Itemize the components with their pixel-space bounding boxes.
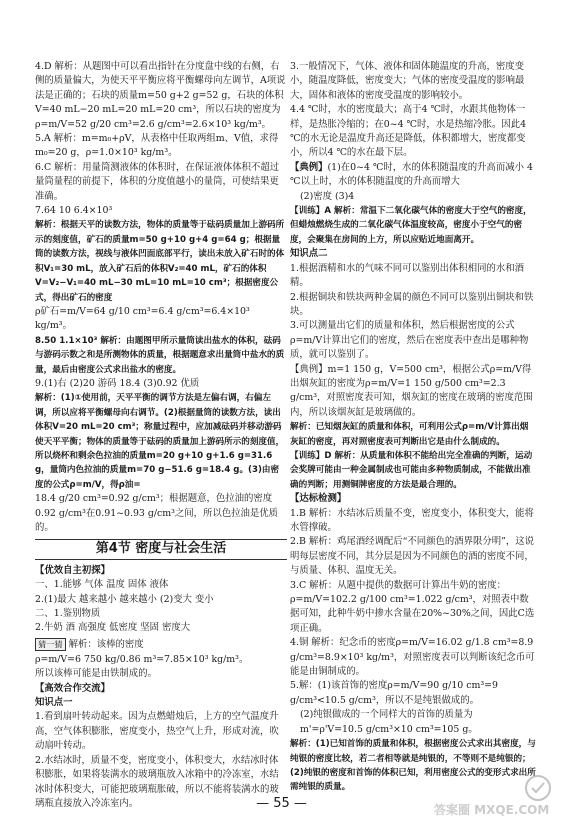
kp1-item-4: 4.4 ℃时，水的密度最大；高于4 ℃时，水跟其他物体一样，是热胀冷缩的；在0~4 ℃时，水是热缩冷胀。因此4 ℃的水无论是温度升高还是降低，体积都增大，密度都变小，所以4 ℃的水在最下层。 — [290, 104, 527, 159]
check-2: 2.B 解析：鸡尾酒经调配后“不同颜色的酒界限分明”，这说明每层密度不同，其分层是因为不同颜色的酒的密度不同，与质量、体积、温度无关。 — [290, 536, 535, 577]
answer-9: 9.(1)右 (2)20 游码 18.4 (3)0.92 优质 — [35, 377, 200, 389]
knowledge-point-1: 知识点一 — [35, 697, 73, 709]
example-1 — [290, 161, 536, 190]
left-column — [35, 60, 287, 811]
answer-7: 7.64 10 6.4×10³ — [35, 205, 113, 217]
kp1-item-1: 1.看到扇叶转动起来。因为点燃蜡烛后，上方的空气温度升高，空气体积膨胀，密度变小，热空气上升，形成对流，吹动扇叶转动。 — [35, 711, 279, 752]
check-1: 1.B 解析：水结冰后质量不变，密度变小，体积变大，能将水管撑破。 — [290, 507, 534, 533]
example-1-part2: (2)密度 (3)4 — [300, 190, 355, 202]
answer-7-equation: ρ矿石=m/V=64 g/10 cm³=6.4 g/cm³=6.4×10³ kg/m³。 — [35, 305, 250, 332]
right-column — [290, 60, 536, 795]
answer-8: 8.50 1.1×10³ 解析：由题图甲所示量筒读出盐水的体积，砝码与游码示数之和是所测物体的质量，根据题意求出量筒中盐水的质量，最后由密度公式求出盐水的密度。 — [35, 335, 285, 375]
kp2-item-1: 1.根据酒精和水的气味不同可以鉴别出体积相同的水和酒精。 — [290, 262, 524, 289]
answer-4-equation: ρ=m/V=52 g/20 cm³=2.6 g/cm³=2.6×10³ kg/m³。 — [35, 118, 271, 130]
training-1 — [290, 204, 536, 247]
training-text: A 解析：常温下二氧化碳气体的密度大于空气的密度，但蜡烛燃烧生成的二氧化碳气体温度较高，密度小于空气的密度，会聚集在房间的上方，所以应贴近地面离开。 — [290, 206, 532, 245]
section-title: 第4节 密度与社会生活 — [35, 539, 287, 559]
guess-label: 猜一猜 — [35, 638, 66, 651]
check-heading: 【达标检测】 — [290, 493, 347, 505]
kp2-item-3: 3.可以测量出它们的质量和体积，然后根据密度的公式ρ=m/V计算出它们的密度，然后在密度表中查出是哪种物质，就可以鉴别了。 — [290, 320, 529, 361]
watermark-logo — [430, 770, 560, 820]
self-study-2: 2.(1)最大 越来越小 越来越小 (2)变大 变小 — [35, 593, 214, 605]
knowledge-point-2: 知识点二 — [290, 248, 328, 260]
guess-text: 解析：该棒的密度 — [68, 638, 144, 650]
self-study-4: 2.牛奶 酒 高强度 低密度 坚固 密度大 — [35, 622, 191, 634]
check-3: 3.C 解析：从题中提供的数据可计算出牛奶的密度：ρ=m/V=102.2 g/100 cm³=1.022 g/cm³，对照表中数据可知，此种牛奶中掺水含量在20%~30%之间，因此C选项正确。 — [290, 579, 535, 634]
example-2-analysis: 解析：已知烟灰缸的质量和体积，可利用公式ρ=m/V计算出烟灰缸的密度，再对照密度表可判断出它是由什么制成的。 — [290, 422, 529, 447]
self-study-heading: 【优效自主初探】 — [35, 564, 111, 576]
training-label: 【训练】 — [290, 206, 325, 217]
guess-equation: ρ=m/V=6 750 kg/0.86 m³=7.85×10³ kg/m³。 — [35, 653, 249, 665]
answer-5: 5.A 解析：m=m₀+ρV，从表格中任取两组m、V值，求得m₀=20 g，ρ=1.0×10³ kg/m³。 — [35, 133, 279, 159]
answer-6: 6.C 解析：用量筒测液体的体积时，在保证液体体积不超过量筒量程的前提下，体积的分度值越小的量筒，可使结果更准确。 — [35, 161, 280, 202]
self-study-1: 一、1.能够 气体 温度 固体 液体 — [35, 579, 169, 591]
answer-4: 4.D 解析：从题图中可以看出指针在分度盘中线的右侧，右侧的质量偏大，为使天平平衡应将平衡螺母向左调节，A项说法是正确的；石块的质量m=50 g+2 g=52 g，石块的体积V=40 mL−20 mL=20 mL=20 cm³，所以石块的密度为 — [35, 61, 286, 116]
watermark-text: 答案圈 MXQE.COM — [434, 803, 550, 817]
cooperation-heading: 【高效合作交流】 — [35, 682, 111, 694]
check-5-part2: (2)纯银做成的一个同样大的首饰的质量为 m'=ρ'V=10.5 g/cm³×10 cm³=105 g。 — [300, 709, 478, 735]
check-5-analysis: 解析：(1)已知首饰的质量和体积，根据密度公式求出其密度，与纯银的密度比较，若二者相等就是纯银的，不等则不是纯银的；(2)纯银的密度和首饰的体积已知，利用密度公式的变形式求出所需纯银的质量。 — [290, 739, 536, 793]
check-5: 5.解：(1)该首饰的密度ρ=m/V=90 g/10 cm³=9 g/cm³<10.5 g/cm³，所以不是纯银做成的。 — [290, 680, 498, 706]
check-4: 4.铜 解析：纪念币的密度ρ=m/V=16.02 g/1.8 cm³=8.9 g/cm³=8.9×10³ kg/m³，对照密度表可以判断该纪念币可能是由铜制成的。 — [290, 637, 535, 678]
kp2-item-2: 2.根据铜块和铁块两种金属的颜色不同可以鉴别出铜块和铁块。 — [290, 291, 534, 317]
kp1-item-3: 3.一般情况下，气体、液体和固体随温度的升高，密度变小，随温度降低，密度变大；气体的密度受温度的影响最大，固体和液体的密度受温度的影响较小。 — [290, 61, 525, 101]
example-2: 【典例】m=1 150 g，V=500 cm³，根据公式ρ=m/V得出烟灰缸的密度为ρ=m/V=1 150 g/500 cm³=2.3 g/cm³，对照密度表可知，烟灰缸的密度在玻璃的密度范围内，所以该烟灰缸是玻璃做的。 — [290, 363, 533, 418]
answer-9-equation: 18.4 g/20 cm³=0.92 g/cm³；根据题意，色拉油的密度0.92 g/cm³在0.91~0.93 g/cm³之间，所以色拉油是优质的。 — [35, 493, 279, 533]
example-text: (1)在0~4 ℃时，水的体积随温度的升高而减小 4 ℃以上时，水的体积随温度的升高而增大 — [290, 161, 533, 188]
self-study-3: 二、1.鉴别物质 — [35, 608, 101, 620]
training-2: 【训练】D 解析：从质量和体积不能给出完全准确的判断，运动会奖牌可能由一种金属制成也可能由多种物质制成，不能做出准确的判断；用测铜牌密度的方法是最合理的。 — [290, 450, 533, 490]
guess-line — [35, 636, 287, 653]
example-label: 【典例】 — [290, 161, 328, 173]
kp1-item-2: 2.水结冰时，质量不变，密度变小，体积变大，水结冰时体积膨胀，如果将装满水的玻璃瓶放入冰箱中的冷冻室，水结冰时体积变大，可能把玻璃瓶胀破，所以不能将装满水的玻璃瓶直接放入冷冻室内。 — [35, 754, 279, 809]
page-number: — 55 — — [256, 796, 307, 811]
answer-9-analysis: 解析：(1)①使用前，天平平衡的调节方法是左偏右调，右偏左调，所以应将平衡螺母向右调节。(2)根据量筒的读数方法，读出体积V=20 mL=20 cm³；称量过程中，应加减砝码并移动游码使天平平衡；物体的质量等于砝码的质量加上游码所示的刻度值，所以烧杯和剩余色拉油的质量m=20 g+10 g+1.6 g=31.6 g，量筒内色拉油的质量m=70 g−51.6 g=18.4 g。(3)由密度的公式ρ=m/V，得ρ油= — [35, 393, 285, 490]
guess-conclusion: 所以该棒可能是由铁制成的。 — [35, 668, 157, 680]
answer-7-analysis: 解析：根据天平的读数方法，物体的质量等于砝码质量加上游码所示的刻度值，矿石的质量m=50 g+10 g+4 g=64 g；根据量筒的读数方法，视线与液体凹面底部平行，读出未放入矿石时的体积V₁=30 mL，放入矿石后的体积V₂=40 mL，矿石的体积V=V₂−V₁=40 mL−30 mL=10 mL=10 cm³；根据密度公式，得出矿石的密度 — [35, 220, 285, 303]
